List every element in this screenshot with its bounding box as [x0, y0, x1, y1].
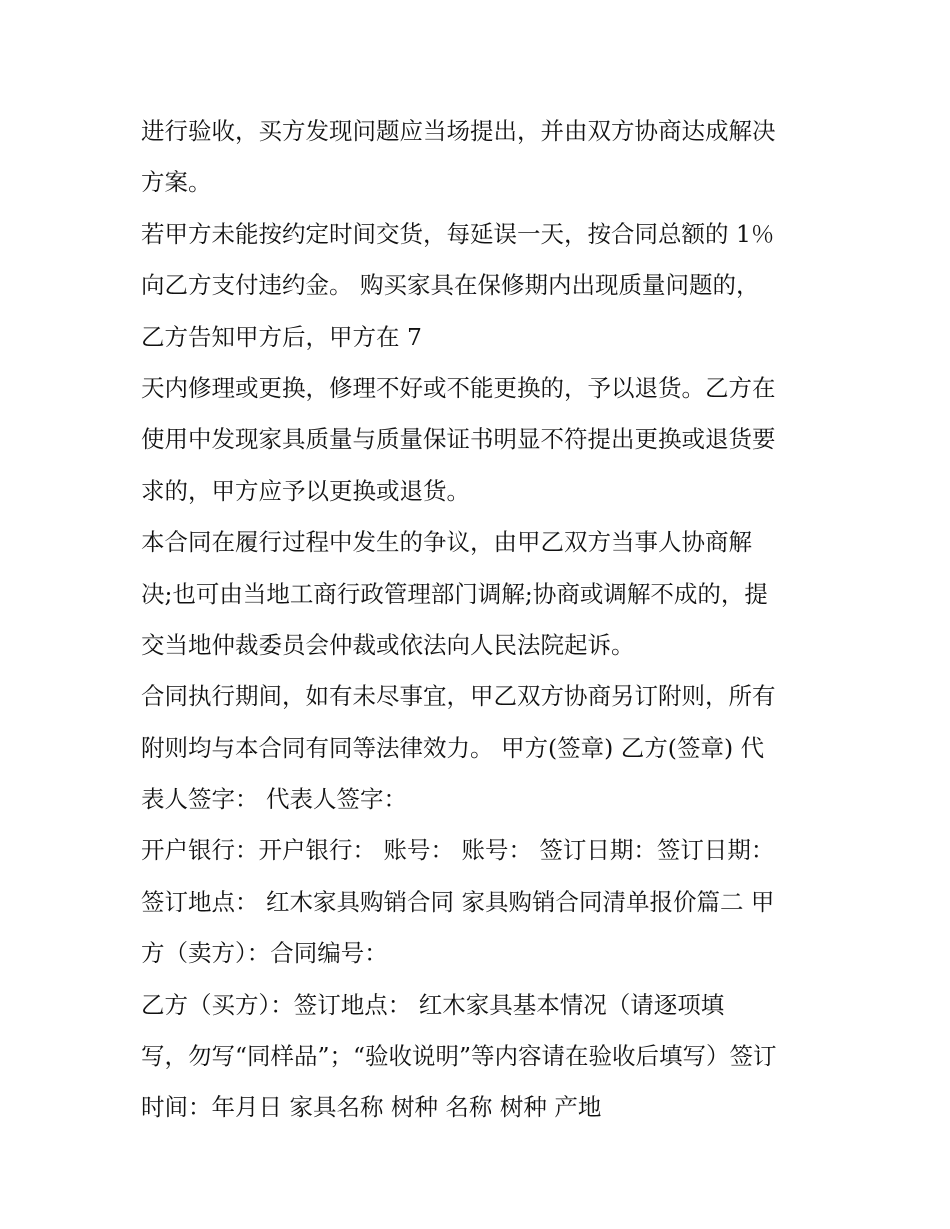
- text-line-16: 签订地点： 红木家具购销合同 家具购销合同清单报价篇二 甲: [141, 887, 775, 916]
- text-line-19: 写，勿写“同样品”；“验收说明”等内容请在验收后填写）签订: [141, 1042, 777, 1071]
- text-line-13: 附则均与本合同有同等法律效力。 甲方(签章) 乙方(签章) 代: [141, 733, 765, 762]
- text-line-5: 乙方告知甲方后，甲方在 7: [141, 322, 422, 351]
- text-line-7: 使用中发现家具质量与质量保证书明显不符提出更换或退货要: [141, 425, 776, 454]
- text-line-14: 表人签字： 代表人签字：: [141, 785, 407, 814]
- text-line-8: 求的，甲方应予以更换或退货。: [141, 476, 470, 505]
- text-line-6: 天内修理或更换，修理不好或不能更换的，予以退货。乙方在: [141, 373, 776, 402]
- text-line-12: 合同执行期间，如有未尽事宜，甲乙双方协商另订附则，所有: [141, 682, 776, 711]
- text-line-11: 交当地仲裁委员会仲裁或依法向人民法院起诉。: [141, 630, 635, 659]
- text-line-20: 时间：年月日 家具名称 树种 名称 树种 产地: [141, 1093, 602, 1122]
- text-line-9: 本合同在履行过程中发生的争议，由甲乙双方当事人协商解: [141, 528, 752, 557]
- text-line-15: 开户银行：开户银行： 账号： 账号： 签订日期：签订日期：: [141, 836, 775, 865]
- contract-body-text: [141, 106, 831, 1134]
- text-line-2: 方案。: [141, 168, 212, 197]
- text-line-4: 向乙方支付违约金。 购买家具在保修期内出现质量问题的，: [141, 271, 760, 300]
- text-line-10: 决;也可由当地工商行政管理部门调解;协商或调解不成的，提: [141, 579, 768, 608]
- text-line-17: 方（卖方）：合同编号：: [141, 939, 388, 968]
- text-line-3: 若甲方未能按约定时间交货，每延误一天，按合同总额的 1％: [141, 219, 775, 248]
- text-line-1: 进行验收，买方发现问题应当场提出，并由双方协商达成解决: [141, 117, 776, 145]
- text-line-18: 乙方（买方）：签订地点： 红木家具基本情况（请逐项填: [141, 990, 725, 1019]
